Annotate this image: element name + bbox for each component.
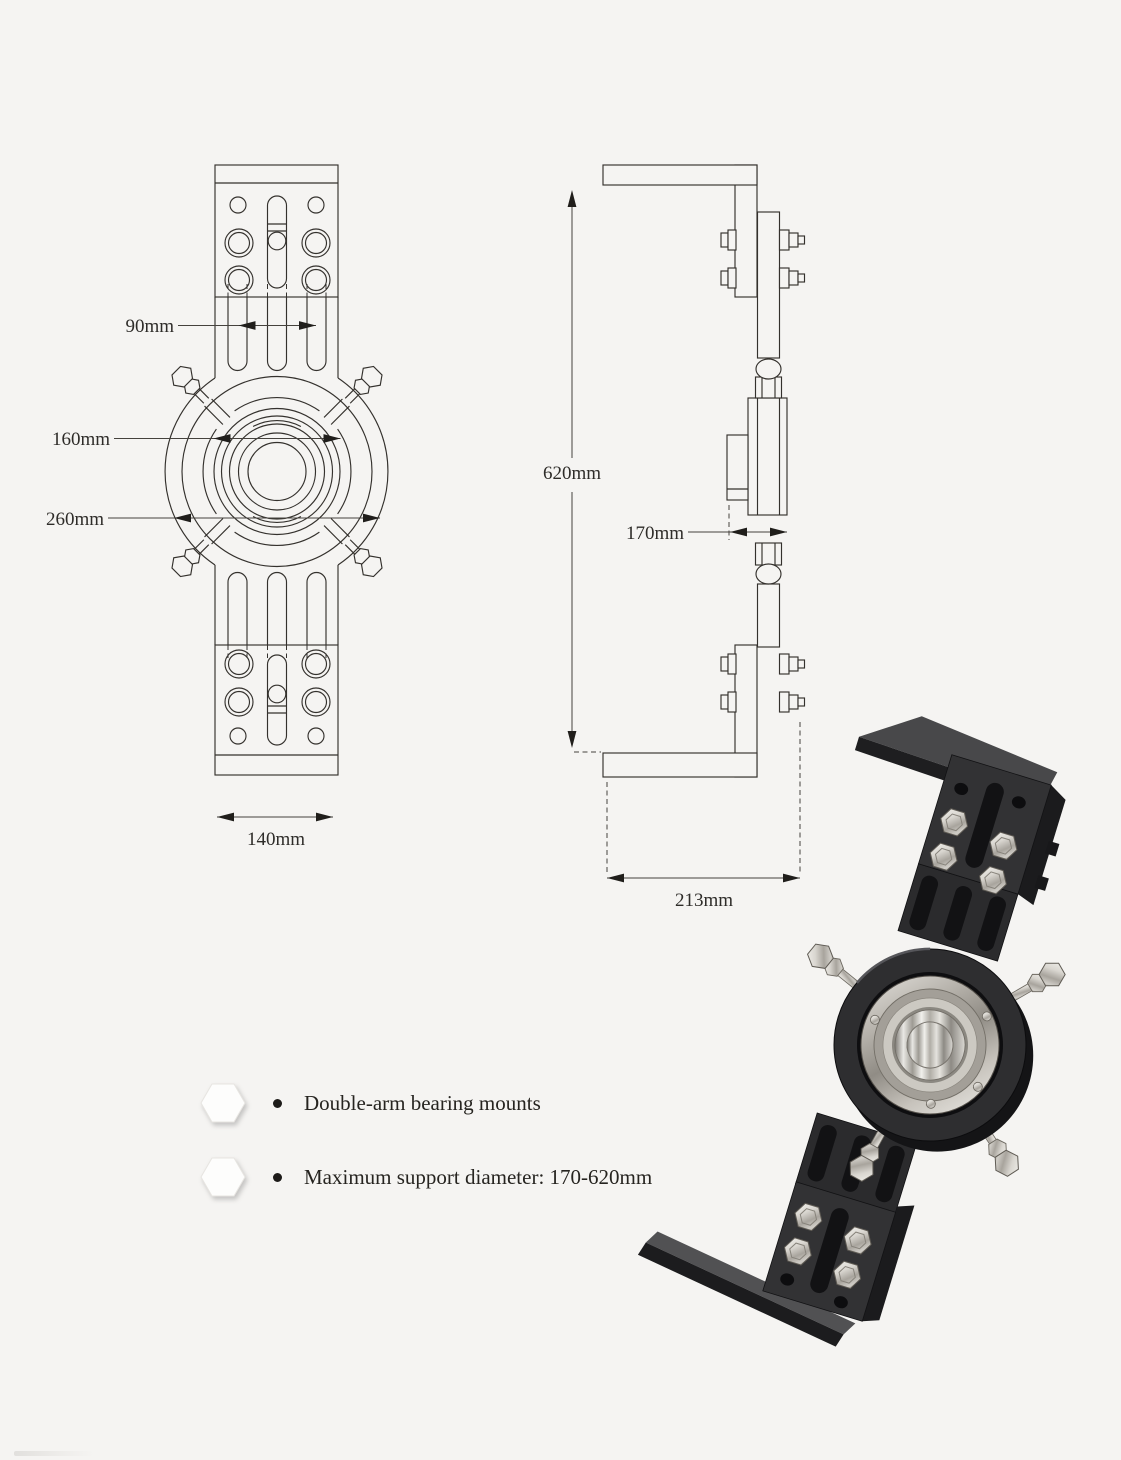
bullet-dot (273, 1099, 282, 1108)
dim-min-support-label: 170mm (625, 523, 684, 544)
dim-housing-diameter-label: 260mm (45, 509, 104, 530)
front-view (165, 165, 388, 775)
render-3d-view (629, 683, 1121, 1384)
side-top-flange (603, 165, 757, 185)
feature-label: Maximum support diameter: 170-620mm (304, 1164, 653, 1189)
front-bearing-housing (165, 377, 388, 567)
front-top-arm (215, 284, 338, 378)
side-bottom-flange (603, 753, 757, 777)
dim-plate-width-label: 140mm (246, 829, 306, 850)
feature-item (200, 1156, 652, 1198)
side-pivot-bolt-top (756, 359, 782, 398)
front-top-plate (215, 165, 338, 297)
front-clamp-bolts (168, 362, 386, 580)
hexagon-icon (200, 1082, 246, 1124)
render-top-section (808, 700, 1083, 968)
bullet-dot (273, 1173, 282, 1182)
hexagon-icon (200, 1156, 246, 1198)
side-view (603, 165, 805, 777)
side-pivot-bolt-bottom (756, 543, 782, 584)
feature-item (200, 1082, 541, 1124)
dim-slot-spacing-label: 90mm (125, 316, 174, 337)
front-bottom-plate (215, 645, 338, 775)
side-support-block (727, 398, 787, 515)
dim-overall-height-label: 620mm (542, 463, 602, 484)
corner-artifact (14, 1451, 94, 1456)
dimension-annotations (46, 190, 800, 911)
dim-bearing-diameter-label: 160mm (51, 429, 110, 450)
feature-label: Double-arm bearing mounts (304, 1090, 541, 1115)
dim-mount-depth-label: 213mm (674, 890, 734, 911)
front-bottom-arm (215, 565, 338, 658)
